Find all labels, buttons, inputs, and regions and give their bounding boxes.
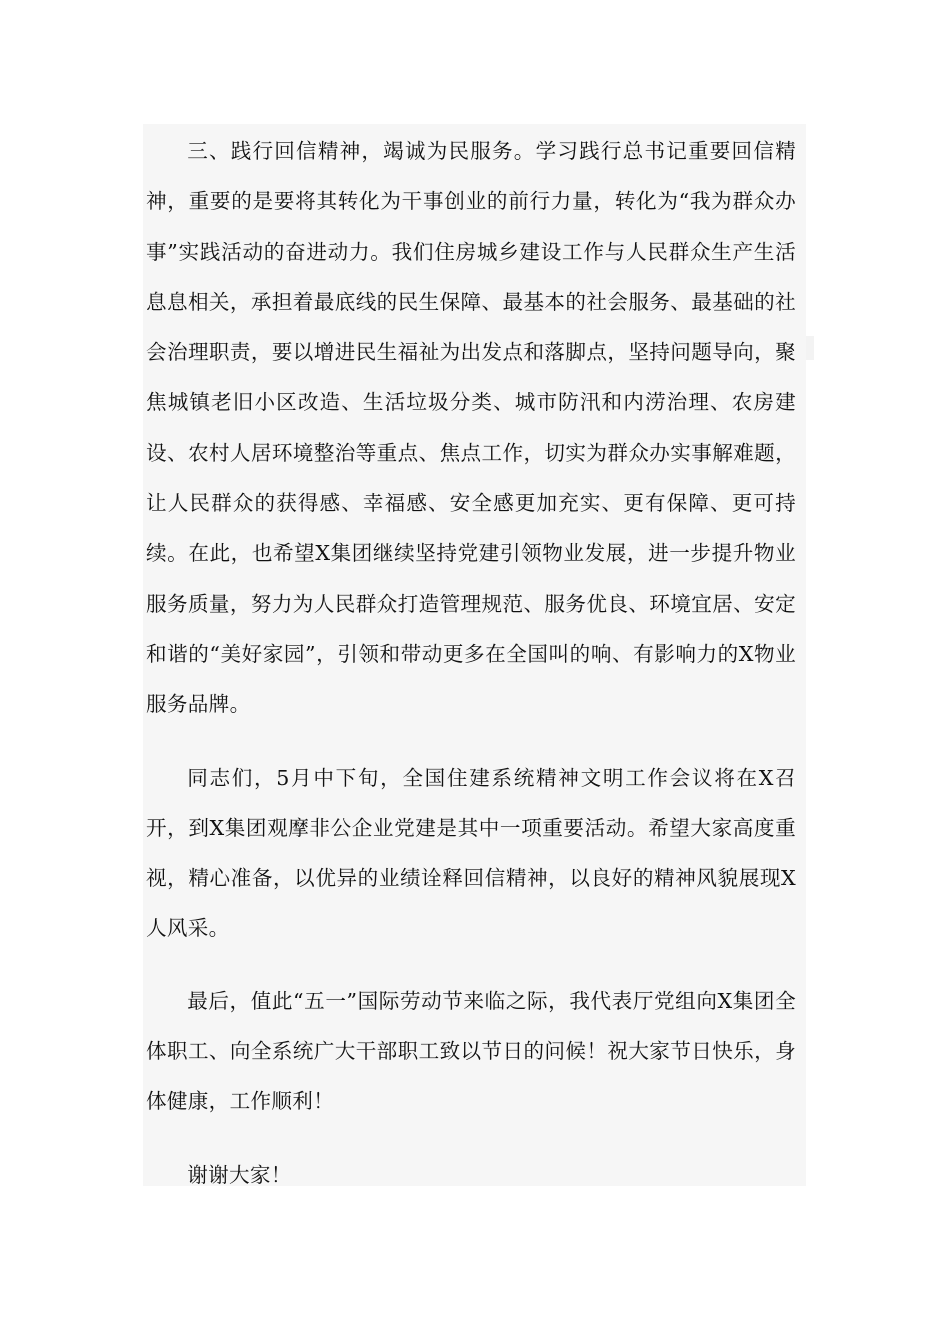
paragraph-service-for-people: 三、践行回信精神，竭诚为民服务。学习践行总书记重要回信精神，重要的是要将其转化为干事创业的前行力量，转化为“我为群众办事”实践活动的奋进动力。我们住房城乡建设工作与人民群众生产生活息息相关，承担着最底线的民生保障、最基本的社会服务、最基础的社会治理职责，要以增进民生福祉为出发点和落脚点，坚持问题导向，聚焦城镇老旧小区改造、生活垃圾分类、城市防汛和内涝治理、农房建设、农村人居环境整治等重点、焦点工作，切实为群众办实事解难题，让人民群众的获得感、幸福感、安全感更加充实、更有保障、更可持续。在此，也希望X集团继续坚持党建引领物业发展，进一步提升物业服务质量，努力为人民群众打造管理规范、服务优良、环境宜居、安定和谐的“美好家园”，引领和带动更多在全国叫的响、有影响力的X物业服务品牌。	[146, 139, 796, 717]
paragraph-thanks: 谢谢大家！	[187, 1162, 292, 1187]
paragraph-meeting-notice: 同志们，5月中下旬，全国住建系统精神文明工作会议将在X召开，到X集团观摩非公企业党建是其中一项重要活动。希望大家高度重视，精心准备，以优异的业绩诠释回信精神，以良好的精神风貌展现X人风采。	[146, 765, 796, 941]
paragraph-holiday-greeting: 最后，值此“五一”国际劳动节来临之际，我代表厅党组向X集团全体职工、向全系统广大干部职工致以节日的问候！祝大家节日快乐，身体健康，工作顺利！	[146, 988, 796, 1114]
margin-mark	[806, 336, 814, 360]
document-body	[146, 126, 796, 1200]
